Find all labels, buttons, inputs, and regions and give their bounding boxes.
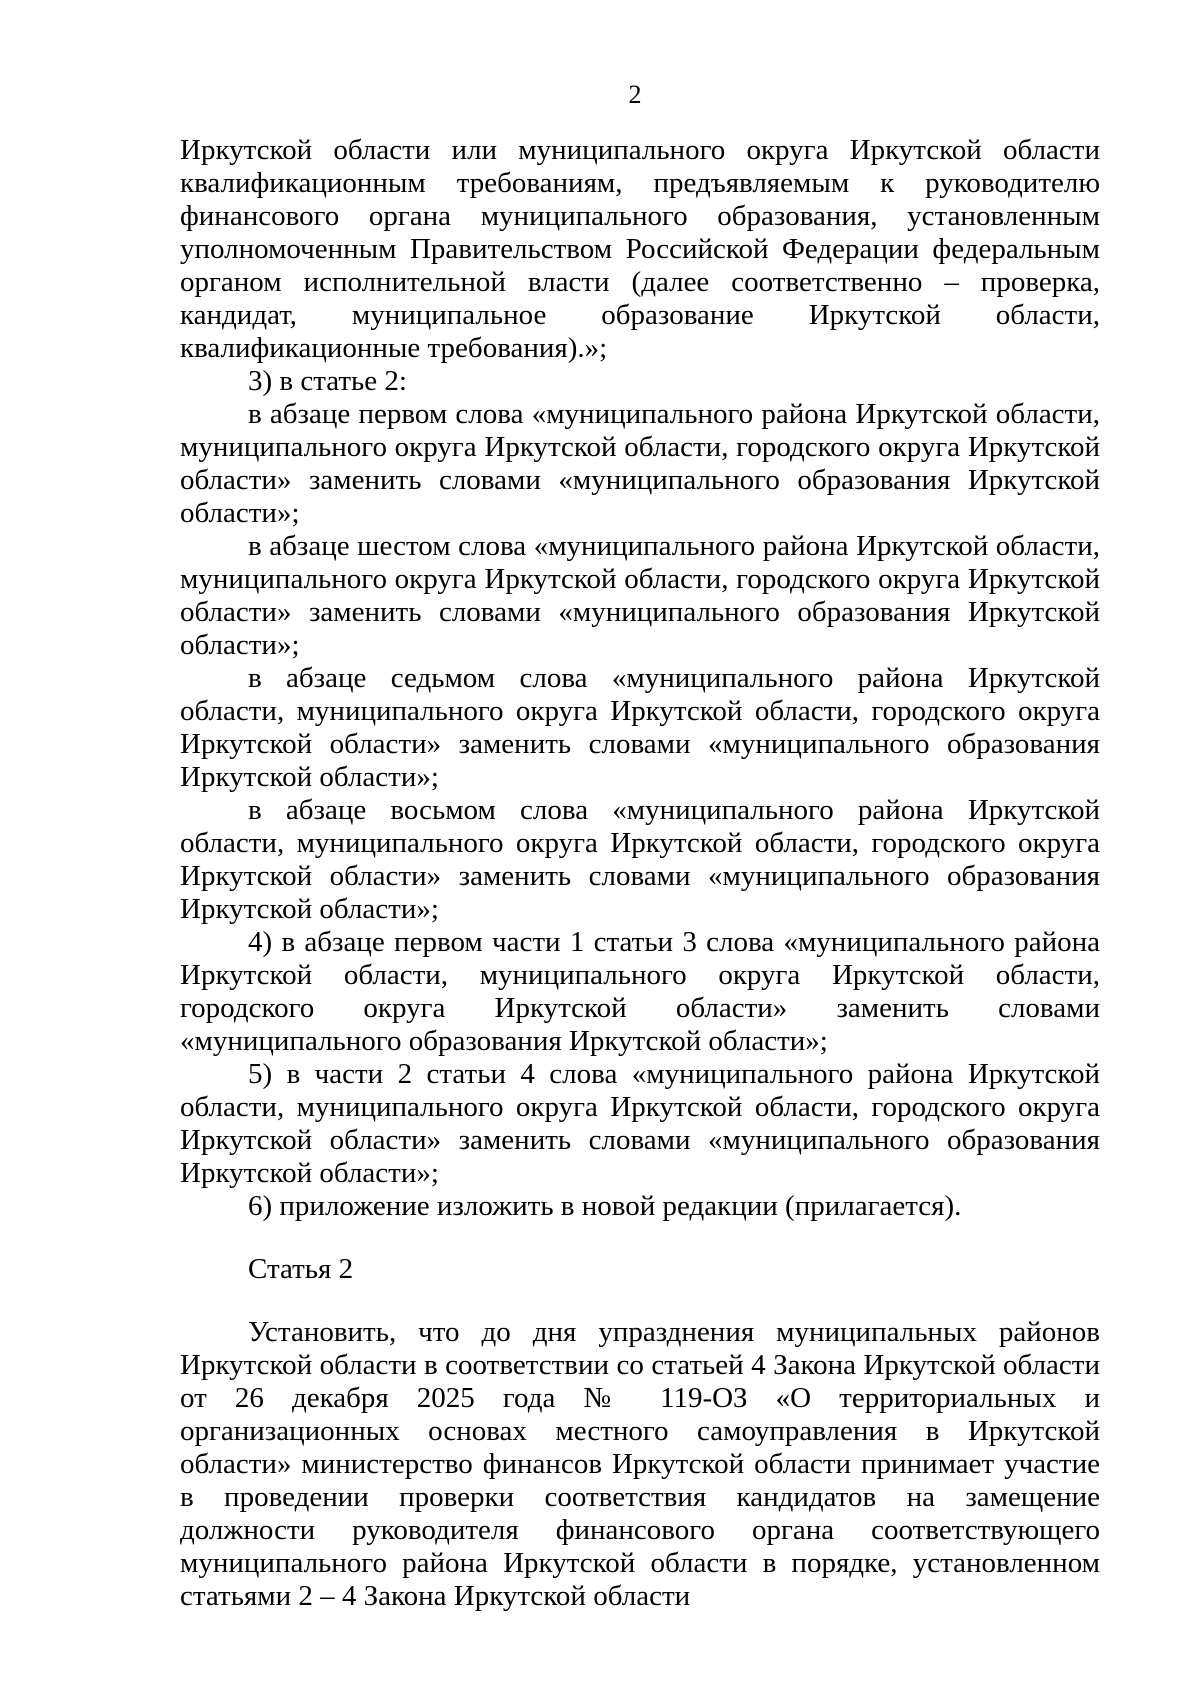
document-body — [180, 134, 1100, 1613]
paragraph-item-6: 6) приложение изложить в новой редакции (прилагается). — [248, 1190, 962, 1222]
paragraph-abzats-1: в абзаце первом слова «муниципального района Иркутской области, муниципального округа Иркутской области, городского округа Иркутской области» заменить словами «муниципального образования Иркутской области»; — [180, 398, 1100, 529]
paragraph-continuation: Иркутской области или муниципального округа Иркутской области квалификационным требованиям, предъявляемым к руководителю финансового органа муниципального образования, установленным уполномоченным Правительством Российской Федерации федеральным органом исполнительной власти (далее соответственно – проверка, кандидат, муниципальное образование Иркутской области, квалификационные требования).»; — [180, 134, 1100, 364]
paragraph-abzats-7: в абзаце седьмом слова «муниципального района Иркутской области, муниципального округа Иркутской области, городского округа Иркутской области» заменить словами «муниципального образования Иркутской области»; — [180, 662, 1100, 793]
article-text: Установить, что до дня упразднения муниципальных районов Иркутской области в соответствии со статьей 4 Закона Иркутской области от 26 декабря 2025 года № 119-ОЗ «О территориальных и организационных основах местного самоуправления в Иркутской области» министерство финансов Иркутской области принимает участие в проведении проверки соответствия кандидатов на замещение должности руководителя финансового органа соответствующего муниципального района Иркутской области в порядке, установленном статьями 2 – 4 Закона Иркутской области — [180, 1316, 1100, 1612]
article-heading: Статья 2 — [248, 1253, 354, 1285]
paragraph-item-5: 5) в части 2 статьи 4 слова «муниципального района Иркутской области, муниципального округа Иркутской области, городского округа Иркутской области» заменить словами «муниципального образования Иркутской области»; — [180, 1058, 1100, 1189]
paragraph-item-3: 3) в статье 2: — [248, 365, 407, 397]
paragraph-item-4: 4) в абзаце первом части 1 статьи 3 слова «муниципального района Иркутской области, муниципального округа Иркутской области, городского округа Иркутской области» заменить словами «муниципального образования Иркутской области»; — [180, 926, 1100, 1057]
paragraph-abzats-6: в абзаце шестом слова «муниципального района Иркутской области, муниципального округа Иркутской области, городского округа Иркутской области» заменить словами «муниципального образования Иркутской области»; — [180, 530, 1100, 661]
paragraph-abzats-8: в абзаце восьмом слова «муниципального района Иркутской области, муниципального округа Иркутской области, городского округа Иркутской области» заменить словами «муниципального образования Иркутской области»; — [180, 794, 1100, 925]
page-number: 2 — [628, 80, 642, 109]
